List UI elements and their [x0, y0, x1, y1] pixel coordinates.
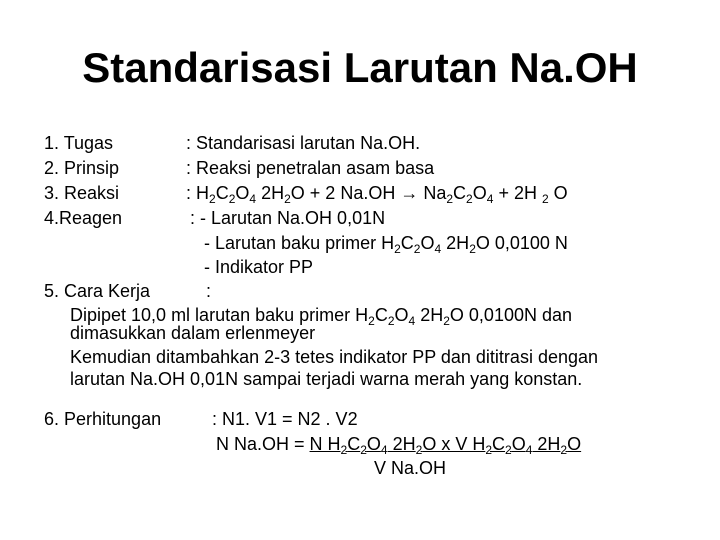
value-reagen-3: - Indikator PP [204, 257, 314, 277]
cara-kerja-line-2: dimasukkan dalam erlenmeyer [70, 323, 316, 343]
formula-line-2: N Na.OH = N $H_2C_2O_4$ $2H_2O$ x V $H_2C_2O_4$ $2H_2O$ [216, 434, 582, 457]
value-reaksi: : $H_2C_2O_4$ $2H_2O + 2$ $Na.OH \to Na_2C_2O_4 + 2H$ $_2$ O [186, 183, 568, 206]
colon-cara-kerja: : [206, 281, 212, 301]
label-reaksi: 3. Reaksi [44, 183, 120, 203]
formula-line-1: : N1. V1 = N2 . V2 [212, 409, 358, 429]
page-title: Standarisasi Larutan Na.OH [82, 44, 638, 91]
label-cara-kerja: 5. Cara Kerja [44, 281, 151, 301]
label-prinsip: 2. Prinsip [44, 158, 120, 178]
label-tugas: 1. Tugas [44, 133, 114, 153]
formula-denominator: V Na.OH [374, 458, 447, 478]
arrow-icon: → [400, 183, 419, 203]
value-tugas: : Standarisasi larutan Na.OH. [186, 133, 421, 153]
label-perhitungan: 6. Perhitungan [44, 409, 162, 429]
cara-kerja-line-3: Kemudian ditambahkan 2-3 tetes indikator PP dan dititrasi dengan [70, 347, 599, 367]
label-reagen: 4.Reagen [44, 208, 123, 228]
cara-kerja-line-4: larutan Na.OH 0,01N sampai terjadi warna merah yang konstan. [70, 369, 583, 389]
value-reagen-1: : - Larutan Na.OH 0,01N [190, 208, 386, 228]
cara-kerja-line-1: Dipipet 10,0 ml larutan baku primer $H_2C_2O_4$ $2H_2O$ 0,0100N dan [70, 305, 573, 328]
value-reagen-2: - Larutan baku primer $H_2C_2O_4$ $2H_2O$ 0,0100 N [204, 233, 568, 256]
value-prinsip: : Reaksi penetralan asam basa [186, 158, 435, 178]
formula-numerator: N $H_2C_2O_4$ $2H_2O$ x V $H_2C_2O_4$ $2H_2O$ [309, 434, 582, 457]
